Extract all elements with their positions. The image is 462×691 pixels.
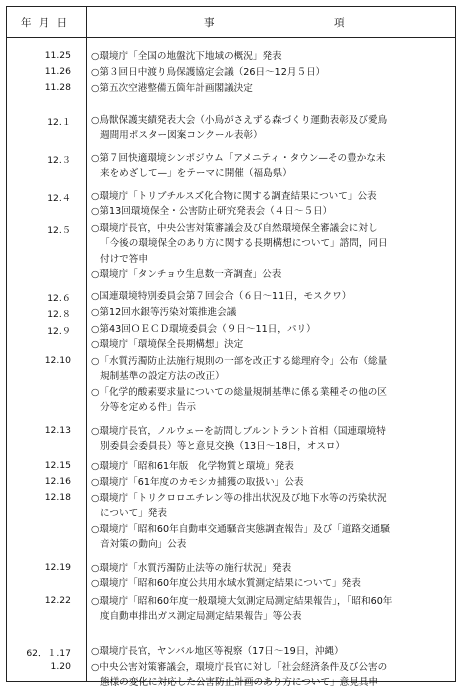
entry-line: ○第12回水銀等汚染対策推進会議 <box>91 307 237 318</box>
row-date: 12.13 <box>44 425 71 436</box>
row-date: 12.３ <box>47 155 71 166</box>
row-entry <box>91 354 447 415</box>
table-row <box>7 459 455 471</box>
row-date: 62．１.17 <box>26 648 71 659</box>
entry-line: ○環境庁長官，ノルウェーを訪問しブルントラント首相（国連環境特 <box>91 426 386 437</box>
entry-line: ○環境庁「全国の地盤沈下地域の概況」発表 <box>91 51 282 62</box>
table-row <box>7 289 455 304</box>
entry-line: 週間用ポスター図案コンクール表彰） <box>100 130 263 142</box>
row-entry <box>91 289 447 304</box>
table-row <box>7 475 455 487</box>
row-date: 12.10 <box>44 355 71 366</box>
table-row <box>7 81 455 93</box>
column-divider <box>86 7 87 681</box>
entry-line: ○環境庁「61年度のカモシカ捕獲の取扱い」公表 <box>91 477 304 488</box>
entry-line: ○環境庁「昭和61年版 化学物質と環境」発表 <box>91 461 294 472</box>
table-row <box>7 491 455 550</box>
row-date: 12.１ <box>47 117 71 128</box>
row-entry <box>91 113 447 144</box>
entry-line: 来をめざして—」をテーマに開催（福島県） <box>100 168 292 180</box>
row-date: 12.８ <box>47 309 71 320</box>
row-date: 11.25 <box>44 50 71 61</box>
header-divider <box>7 37 455 38</box>
row-date: 12.６ <box>47 293 71 304</box>
entry-line: ○第３回日中渡り鳥保護協定会議（26日～12月５日） <box>91 67 326 78</box>
row-entry <box>91 81 447 96</box>
entry-line: ○第７回快適環境シンポジウム「アメニティ・タウン—その豊かな未 <box>91 153 386 164</box>
entry-line: 度自動車排出ガス測定局測定結果報告」等公表 <box>100 611 302 623</box>
row-entry <box>91 221 447 282</box>
row-date: 11.28 <box>44 82 71 93</box>
entry-line: ○環境庁「水質汚濁防止法等の施行状況」発表 <box>91 563 292 574</box>
table-row <box>7 644 455 659</box>
entry-line: ○鳥獣保護実績発表大会（小鳥がさえずる森づくり運動表彰及び愛鳥 <box>91 115 388 126</box>
row-entry <box>91 49 447 64</box>
row-date: 12.16 <box>44 476 71 487</box>
entry-line: ○環境庁「トリクロロエチレン等の排出状況及び地下水等の汚染状況 <box>91 493 387 504</box>
table-row <box>7 424 455 453</box>
entry-line: 「今後の環境保全のあり方に関する長期構想について」諮問，同日 <box>100 238 388 250</box>
header-ji: 事 <box>204 17 217 29</box>
table-row <box>7 561 455 590</box>
chronology-table <box>6 6 456 689</box>
row-date: 12.22 <box>44 595 71 606</box>
table-row <box>7 151 455 180</box>
entry-line: ○環境庁長官，ヤンバル地区等視察（17日～19日，沖縄） <box>91 646 344 657</box>
table-row <box>7 660 455 689</box>
row-entry <box>91 594 447 625</box>
row-entry <box>91 475 447 490</box>
entry-line: ○環境庁長官，中央公害対策審議会及び自然環境保全審議会に対し <box>91 223 378 234</box>
row-date: 12.19 <box>44 562 71 573</box>
entry-line: ○第13回環境保全・公害防止研究発表会（４日～５日） <box>91 206 333 218</box>
entry-line: 規制基準の設定方法の改正） <box>100 371 225 383</box>
row-entry <box>91 644 447 659</box>
entry-line: 分等を定める件」告示 <box>100 401 196 413</box>
entry-line: 付けで答申 <box>100 253 148 265</box>
table-row <box>7 221 455 280</box>
row-date: 12.９ <box>47 326 71 337</box>
row-entry <box>91 561 447 592</box>
entry-line: ○「化学的酸素要求量についての総量規制基準に係る業種その他の区 <box>91 386 387 398</box>
entry-line: ○「水質汚濁防止法施行規則の一部を改正する総理府令」公布（総量 <box>91 356 388 367</box>
entry-line: ○中央公害対策審議会，環境庁長官に対し「社会経済条件及び公害の <box>91 662 388 673</box>
entry-line: 音対策の動向」公表 <box>100 538 187 550</box>
row-entry <box>91 424 447 455</box>
row-date: 12.18 <box>44 492 71 503</box>
entry-line: ○環境庁「トリブチルスズ化合物に関する調査結果について」公表 <box>91 191 377 202</box>
table-row <box>7 322 455 351</box>
row-date: 11.26 <box>44 66 71 77</box>
table-row <box>7 189 455 218</box>
table-row <box>7 65 455 77</box>
row-entry <box>91 151 447 182</box>
entry-line: ○環境庁「タンチョウ生息数一斉調査」公表 <box>91 268 282 280</box>
entry-line: 別委員会委員長）等と意見交換（13日～18日，オスロ） <box>100 441 345 453</box>
table-row <box>7 594 455 623</box>
table-row <box>7 354 455 413</box>
entry-line: ○環境庁「昭和60年自動車交通騒音実態調査報告」及び「道路交通騒 <box>91 523 390 535</box>
entry-line: について」発表 <box>100 508 167 520</box>
row-entry <box>91 322 447 353</box>
table-row <box>7 113 455 142</box>
entry-line: ○第五次空港整備五箇年計画閣議決定 <box>91 83 253 94</box>
entry-line: ○国連環境特別委員会第７回会合（６日～11日，モスクワ） <box>91 291 352 302</box>
table-row <box>7 305 455 320</box>
row-date: 12.15 <box>44 460 71 471</box>
row-date: 12.５ <box>47 225 71 236</box>
entry-line: 態様の変化に対応した公害防止計画のあり方について」意見具申 <box>100 677 379 689</box>
header-kou: 項 <box>334 17 347 29</box>
row-entry <box>91 65 447 80</box>
row-entry <box>91 491 447 552</box>
row-entry <box>91 305 447 320</box>
entry-line: ○環境庁「昭和60年度一般環境大気測定局測定結果報告」，「昭和60年 <box>91 596 393 607</box>
row-entry <box>91 660 447 691</box>
entry-line: ○環境庁「昭和60年度公共用水域水質測定結果について」発表 <box>91 578 361 590</box>
row-date: 1.20 <box>50 661 71 672</box>
table-row <box>7 49 455 61</box>
row-date: 12.４ <box>47 193 71 204</box>
entry-line: ○第43回ＯＥＣＤ環境委員会（９日～11日，パリ） <box>91 324 316 335</box>
row-entry <box>91 459 447 474</box>
entry-line: ○環境庁「環境保全長期構想」決定 <box>91 339 244 351</box>
header-date: 年 月 日 <box>21 17 70 29</box>
row-entry <box>91 189 447 220</box>
